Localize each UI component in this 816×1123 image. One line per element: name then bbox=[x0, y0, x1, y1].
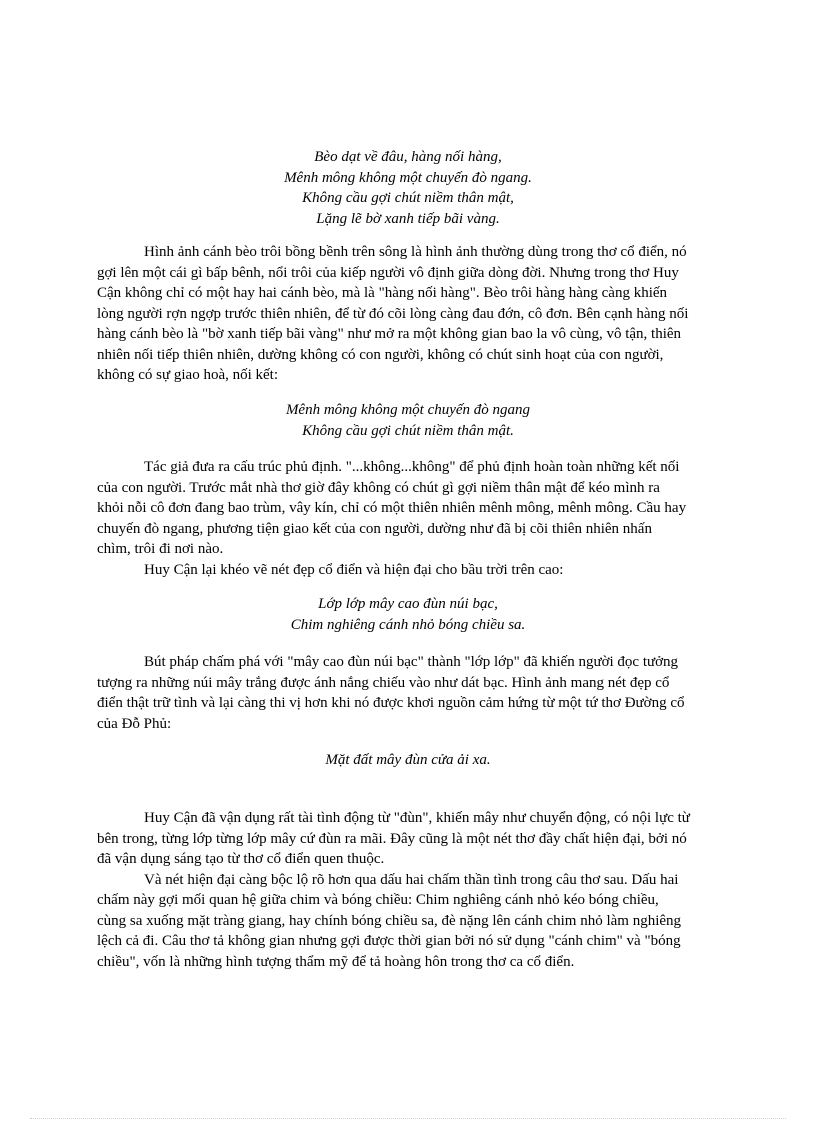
text-line: của con người. Trước mắt nhà thơ giờ đây không có chút gì gợi niềm thân mật để kéo mình ra bbox=[97, 479, 660, 496]
text-line: Huy Cận đã vận dụng rất tài tình động từ "đùn", khiến mây như chuyển động, có nội lực từ bbox=[144, 810, 690, 826]
page-bottom-divider bbox=[30, 1118, 786, 1119]
poem-line: Chim nghiêng cánh nhỏ bóng chiều sa. bbox=[290, 616, 526, 633]
paragraph-5 bbox=[97, 808, 757, 972]
poem-line: Mênh mông không một chuyến đò ngang. bbox=[284, 169, 532, 186]
text-line: cùng sa xuống mặt tràng giang, hay chính bóng chiều sa, đè nặng lên cánh chim nhỏ làm nghiêng bbox=[97, 912, 682, 929]
poem-line: Lớp lớp mây cao đùn núi bạc, bbox=[318, 596, 498, 612]
text-line: điển thật trữ tình và lại càng thi vị hơn khi nó được khơi nguồn cảm hứng từ một tứ thơ Đường cổ bbox=[97, 695, 685, 711]
text-line: lệch cả đi. Câu thơ tả không gian nhưng gợi được thời gian bởi nó sử dụng "cánh chim" và "bóng bbox=[97, 933, 681, 949]
poem-line: Mênh mông không một chuyến đò ngang bbox=[285, 402, 531, 418]
paragraph-1 bbox=[97, 242, 757, 386]
text-line: chuyến đò ngang, phương tiện giao kết của con người, dường như đã bị cõi thiên nhiên nhấn bbox=[97, 520, 652, 537]
text-line: đã vận dụng sáng tạo từ thơ cổ điển quen thuộc. bbox=[97, 851, 385, 867]
text-line: Tác giả đưa ra cấu trúc phủ định. "...không...không" để phủ định hoàn toàn những kết nối bbox=[144, 459, 680, 475]
text-line: của Đỗ Phủ: bbox=[97, 715, 172, 732]
text-line: Huy Cận lại khéo vẽ nét đẹp cổ điển và hiện đại cho bầu trời trên cao: bbox=[144, 561, 564, 578]
paragraph-4 bbox=[97, 652, 757, 734]
text-line: chìm, trôi đi nơi nào. bbox=[97, 541, 224, 557]
poem-stanza-2 bbox=[0, 400, 816, 441]
text-line: Hình ảnh cánh bèo trôi bồng bềnh trên sông là hình ảnh thường dùng trong thơ cổ điển, nó bbox=[144, 244, 687, 260]
text-line: lòng người rợn ngợp trước thiên nhiên, để từ đó cõi lòng càng đau đớn, cô đơn. Bên cạnh hàng nối bbox=[97, 305, 689, 322]
text-line: chấm này gợi mối quan hệ giữa chim và bóng chiều: Chim nghiêng cánh nhỏ kéo bóng chiều, bbox=[97, 892, 659, 908]
text-line: bên trong, từng lớp từng lớp mây cứ đùn ra mãi. Đây cũng là một nét thơ đầy chất hiện đại, bởi nó bbox=[97, 830, 687, 847]
poem-line: Không cầu gợi chút niềm thân mật. bbox=[302, 422, 514, 439]
text-line: Cận không chỉ có một hay hai cánh bèo, mà là "hàng nối hàng". Bèo trôi hàng hàng càng khiến bbox=[97, 285, 668, 301]
text-line: Và nét hiện đại càng bộc lộ rõ hơn qua dấu hai chấm thần tình trong câu thơ sau. Dấu hai bbox=[144, 871, 679, 888]
text-line: gợi lên một cái gì bấp bênh, nổi trôi của kiếp người vô định giữa dòng đời. Nhưng trong thơ Huy bbox=[97, 264, 679, 281]
poem-line: Lặng lẽ bờ xanh tiếp bãi vàng. bbox=[316, 210, 500, 227]
text-line: khỏi nỗi cô đơn đang bao trùm, vây kín, chỉ có một thiên nhiên mênh mông, mênh mông. Cầu hay bbox=[97, 500, 687, 516]
text-line: nhiên nối tiếp thiên nhiên, dường không có con người, không có chút sinh hoạt của con người, bbox=[97, 346, 664, 363]
poem-stanza-4 bbox=[0, 750, 816, 771]
text-line: Bút pháp chấm phá với "mây cao đùn núi bạc" thành "lớp lớp" đã khiến người đọc tưởng bbox=[144, 654, 679, 670]
text-line: tượng ra những núi mây trắng được ánh nắng chiếu vào như dát bạc. Hình ảnh mang nét đẹp cổ bbox=[97, 674, 670, 691]
text-line: không có sự giao hoà, nối kết: bbox=[97, 367, 279, 383]
paragraph-2 bbox=[97, 457, 757, 580]
text-line: chiều", vốn là những hình tượng thẩm mỹ để tả hoàng hôn trong thơ ca cổ điển. bbox=[97, 953, 575, 970]
poem-line: Bèo dạt về đâu, hàng nối hàng, bbox=[314, 149, 502, 165]
poem-stanza-1 bbox=[0, 147, 816, 229]
poem-line: Mặt đất mây đùn cửa ải xa. bbox=[325, 752, 491, 768]
poem-line: Không cầu gợi chút niềm thân mật, bbox=[302, 190, 514, 206]
poem-stanza-3 bbox=[0, 594, 816, 635]
text-line: hàng cánh bèo là "bờ xanh tiếp bãi vàng" như mở ra một không gian bao la vô cùng, vô tận, thiên bbox=[97, 326, 682, 342]
